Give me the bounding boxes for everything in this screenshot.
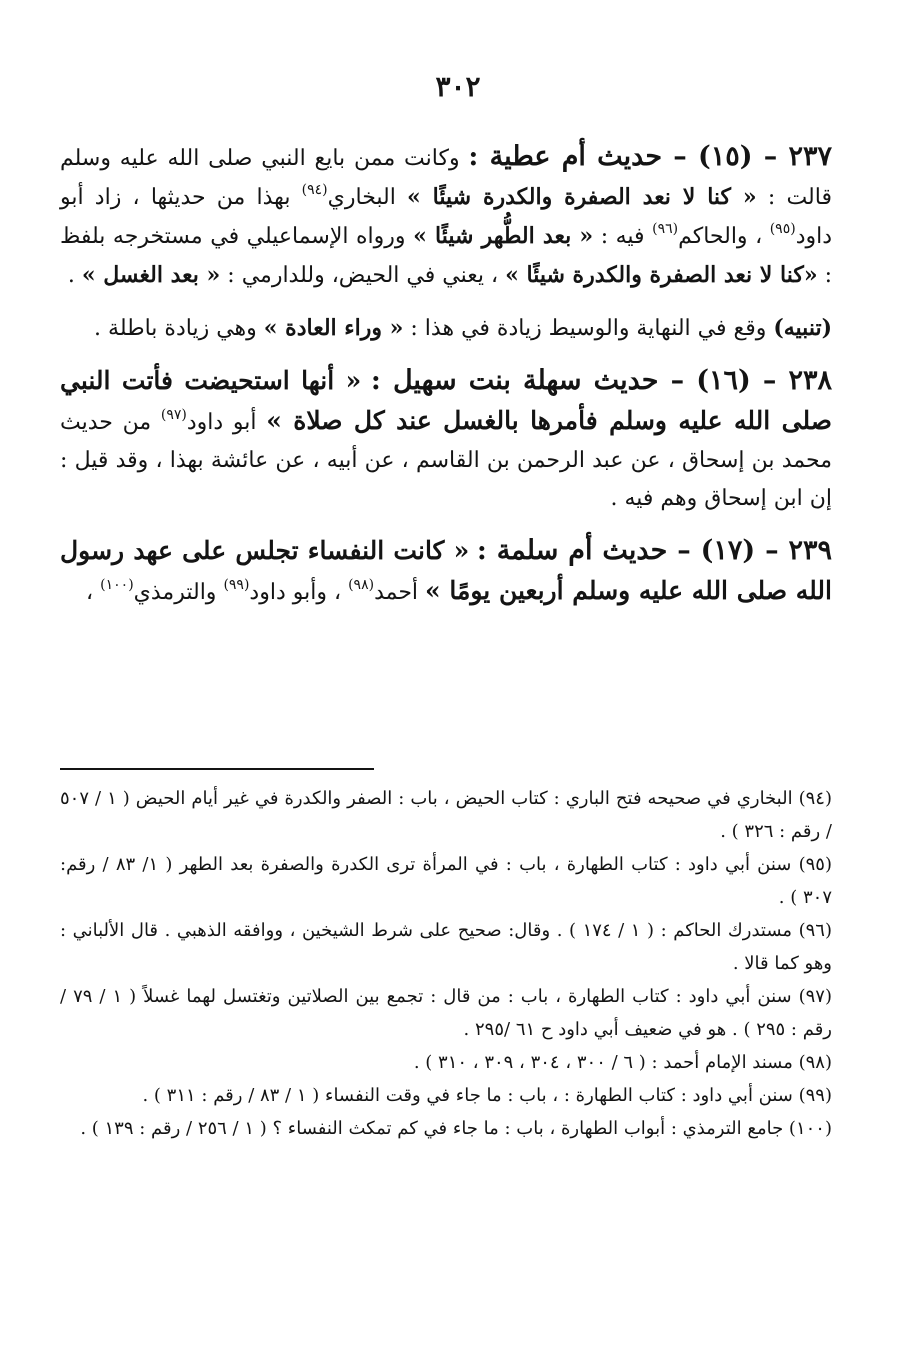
footnote-ref: (٩٨) (348, 577, 375, 593)
footnotes (60, 782, 832, 1145)
text-segment: وهي زيادة باطلة . (94, 316, 257, 341)
main-text (60, 138, 832, 612)
text-segment: من حديث محمد بن إسحاق ، عن عبد الرحمن بن القاسم ، عن أبيه ، عن عائشة بهذا ، وقد قيل : إن ابن إسحاق وهم فيه . (60, 410, 832, 511)
quote: « كنا لا نعد الصفرة والكدرة شيئًا » (407, 184, 757, 210)
text-segment: ، والحاكم (678, 224, 763, 249)
text-segment: فيه : (600, 224, 645, 249)
text-segment: . (67, 263, 75, 288)
quote: « كانت النفساء تجلس على عهد رسول الله صلى الله عليه وسلم أربعين يومًا » (60, 536, 832, 605)
quote: « أنها استحيضت فأتت النبي صلى الله عليه وسلم فأمرها بالغسل عند كل صلاة » (60, 366, 832, 435)
text-segment: ، (86, 580, 94, 605)
text-segment: ، وأبو داود (249, 580, 342, 605)
text-segment: البخاري (327, 185, 396, 210)
text-segment: بهذا من حديثها ، زاد أبو داود (60, 185, 833, 249)
note-paragraph (60, 309, 832, 348)
text-segment: والترمذي (133, 580, 217, 605)
quote: « وراء العادة » (263, 315, 404, 341)
hadith-heading: ٢٣٧ – (١٥) – حديث أم عطية : (468, 141, 833, 172)
text-segment: وقع في النهاية والوسيط زيادة في هذا : (410, 316, 767, 341)
hadith-239 (60, 532, 832, 612)
footnote-ref: (٩٥) (769, 221, 796, 237)
text-segment: أبو داود (186, 410, 257, 435)
hadith-heading: ٢٣٩ – (١٧) – حديث أم سلمة : (476, 535, 833, 566)
text-segment: ، يعني في الحيض، وللدارمي : (227, 263, 499, 288)
page-number: ٣٠٢ (435, 70, 481, 103)
footnote-99: (٩٩) سنن أبي داود : كتاب الطهارة : ، باب : ما جاء في وقت النفساء ( ١ / ٨٣ / رقم : ٣١١ ) . (142, 1085, 832, 1106)
footnote-95: (٩٥) سنن أبي داود : كتاب الطهارة ، باب : في المرأة ترى الكدرة والصفرة بعد الطهر ( ١/ ٨٣ / رقم: ٣٠٧ ) . (60, 854, 832, 908)
quote: «كنا لا نعد الصفرة والكدرة شيئًا » (505, 262, 818, 288)
text-segment: ورواه الإسماعيلي في مستخرجه بلفظ : (60, 224, 832, 288)
note-label: (تنبيه) (773, 315, 832, 341)
footnote-ref: (٩٤) (301, 182, 328, 198)
quote: « بعد الغسل » (81, 262, 221, 288)
hadith-heading: ٢٣٨ – (١٦) – حديث سهلة بنت سهيل : (370, 365, 832, 396)
hadith-238 (60, 362, 832, 518)
footnote-96: (٩٦) مستدرك الحاكم : ( ١ / ١٧٤ ) . وقال: صحيح على شرط الشيخين ، ووافقه الذهبي . قال الألباني : وهو كما قالا . (60, 920, 832, 974)
footnote-ref: (٩٦) (652, 221, 679, 237)
footnote-ref: (١٠٠) (100, 577, 134, 593)
text-segment: أحمد (374, 580, 419, 605)
footnote-97: (٩٧) سنن أبي داود : كتاب الطهارة ، باب : من قال : تجمع بين الصلاتين وتغتسل لهما غسلاً ( ١ / ٧٩ / رقم : ٢٩٥ ) . هو في ضعيف أبي داود ح ٦١ /٢٩٥ . (60, 986, 832, 1040)
footnote-98: (٩٨) مسند الإمام أحمد : ( ٦ / ٣٠٠ ، ٣٠٤ ، ٣٠٩ ، ٣١٠ ) . (413, 1052, 832, 1073)
hadith-237 (60, 138, 832, 295)
footnote-ref: (٩٧) (160, 407, 187, 423)
quote: « بعد الطُّهر شيئًا » (413, 223, 594, 249)
text-segment: وكانت ممن بايع النبي صلى الله عليه وسلم قالت : (60, 146, 832, 210)
footnote-100: (١٠٠) جامع الترمذي : أبواب الطهارة ، باب : ما جاء في كم تمكث النفساء ؟ ( ١ / ٢٥٦ / رقم : ١٣٩ ) . (80, 1118, 832, 1139)
footnote-94: (٩٤) البخاري في صحيحه فتح الباري : كتاب الحيض ، باب : الصفر والكدرة في غير أيام الحيض ( ١ / ٥٠٧ / رقم : ٣٢٦ ) . (60, 788, 832, 842)
footnote-divider (60, 768, 374, 770)
footnote-ref: (٩٩) (223, 577, 250, 593)
